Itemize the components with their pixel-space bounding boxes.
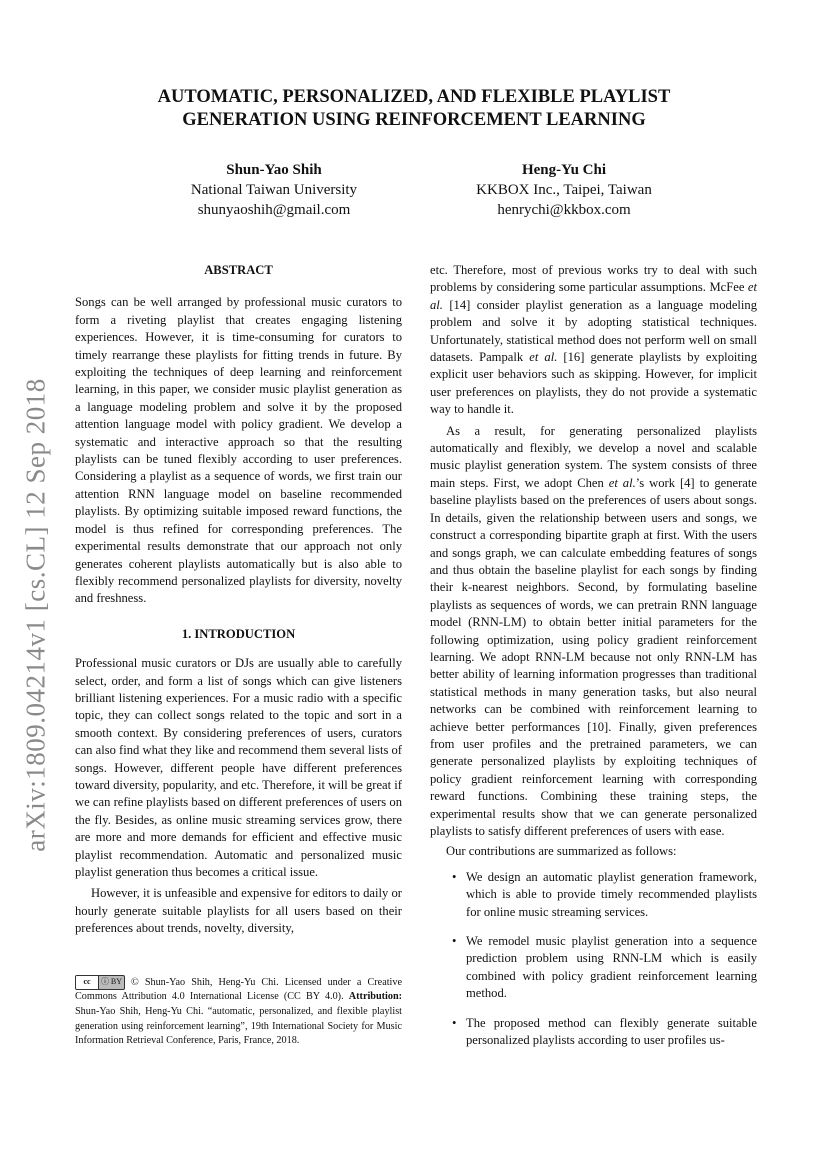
text-run: [14] consider playlist generation as a language modeling problem and solve it by adopting statistical techniques. Unfortunately, statistical method does not perform well on small datasets. Pampalk	[430, 297, 757, 365]
contribution-text: We remodel music playlist generation into a sequence prediction problem using RNN-LM which is easily combined with policy gradient reinforcement learning method.	[466, 934, 757, 1001]
contribution-text: We design an automatic playlist generation framework, which is able to provide timely recommended playlists for online music streaming services.	[466, 869, 757, 919]
author-email: henrychi@kkbox.com	[497, 202, 631, 218]
cc-by-license-icon	[75, 975, 125, 990]
et-al-citation: et al.	[529, 350, 558, 365]
title-line-1: AUTOMATIC, PERSONALIZED, AND FLEXIBLE PLAYLIST	[157, 87, 671, 107]
author-affiliation: KKBOX Inc., Taipei, Taiwan	[476, 182, 652, 198]
intro-paragraph-2-continued	[430, 262, 757, 419]
title-line-2: GENERATION USING REINFORCEMENT LEARNING	[182, 110, 646, 130]
author-email: shunyaoshih@gmail.com	[197, 202, 351, 218]
left-column	[75, 262, 402, 938]
list-item	[430, 933, 757, 1003]
text-run: As a result, for generating personalized playlists automatically and flexibly, we develop a novel and scalable music playlist generation system. The system consists of three main steps. First, we adopt Chen	[430, 423, 757, 490]
introduction-heading: 1. INTRODUCTION	[181, 626, 296, 641]
intro-paragraph-3	[430, 423, 757, 841]
arxiv-identifier: arXiv:1809.04214v1 [cs.CL] 12 Sep 2018	[20, 378, 51, 852]
bullet-icon: •	[452, 934, 457, 949]
contribution-text: The proposed method can flexibly generate suitable personalized playlists according to user profiles us-	[466, 1015, 757, 1048]
cc-badge-right: ⓘ BY	[100, 977, 123, 987]
license-text: © Shun-Yao Shih, Heng-Yu Chi. Licensed under a Creative Commons Attribution 4.0 International License (CC BY 4.0).	[75, 976, 402, 1003]
attribution-label: Attribution:	[348, 991, 402, 1003]
bullet-icon: •	[452, 1015, 457, 1030]
intro-paragraph-1: Professional music curators or DJs are usually able to carefully select, order, and form a list of songs which can give listeners brilliant listening experiences. For a music radio with a specific topic, they can collect songs related to the topic and sort in a smooth context. By considering preferences of users, curators can also find what they like and recommend them several lists of songs. However, different people have different preferences toward diversity, popularity, and etc. Therefore, it will be great if we can refine playlists based on different preferences of users on the fly. Besides, as online music streaming services grow, there are more and more demands for efficient and effective music playlist recommendation. Automatic and personalized music playlist generation thus becomes a critical issue.	[75, 656, 402, 879]
author-block-2	[424, 160, 704, 220]
list-item	[430, 869, 757, 921]
et-al-citation: et al.	[430, 280, 757, 312]
et-al-citation: et al.	[608, 475, 636, 490]
abstract-text: Songs can be well arranged by professional music curators to form a riveting playlist that creates engaging listening experiences. However, it is time-consuming for curators to timely rearrange these playlists for fitting trends in future. By exploiting the techniques of deep learning and reinforcement learning, in this paper, we consider music playlist generation as a language modeling problem and solve it by the proposed attention language model with policy gradient. We develop a systematic and interactive approach so that the resulting playlists can be tuned flexibly according to user preferences. Considering a playlist as a sequence of words, we first train our attention RNN language model on baseline recommended playlists. By optimizing suitable imposed reward functions, the model is thus refined for corresponding preferences. The experimental results demonstrate that our approach not only generates coherent playlists automatically but is also able to flexibly recommend personalized playlists for diversity, novelty and freshness.	[75, 295, 402, 606]
author-affiliation: National Taiwan University	[190, 182, 358, 198]
contributions-list	[430, 869, 757, 1050]
text-run: [16] generate playlists by exploiting explicit user behaviors such as skipping. However, for implicit user preferences on playlists, they do not provide a systematic way to handle it.	[430, 350, 758, 417]
arxiv-sidebar-stamp	[16, 365, 56, 865]
list-item	[430, 1015, 757, 1050]
contributions-lead: Our contributions are summarized as follows:	[446, 844, 677, 859]
paper-title	[100, 86, 728, 132]
author-name: Heng-Yu Chi	[521, 162, 607, 178]
attribution-text: Shun-Yao Shih, Heng-Yu Chi. “automatic, personalized, and flexible playlist generation using reinforcement learning”, 19th International Society for Music Information Retrieval Conference, Paris, France, 2018.	[75, 1006, 402, 1047]
cc-badge-left: cc	[76, 976, 99, 989]
bullet-icon: •	[452, 869, 457, 884]
right-column	[430, 262, 757, 1061]
author-name: Shun-Yao Shih	[226, 162, 322, 178]
license-footnote	[75, 975, 402, 1049]
text-run: ’s work [4] to generate baseline playlists based on the preferences of users about songs. In details, given the relationship between users and songs, we construct a corresponding bipartite graph at first. With the users and songs graph, we can calculate embedding features of songs and thus obtain the baseline playlist for each songs by finding their k-nearest neighbors. Second, by formulating baseline playlists as sequences of words, we can pretrain RNN language model (RNN-LM) to obtain better initial parameters for the following optimization, using policy gradient reinforcement learning. We adopt RNN-LM because not only RNN-LM has better ability of learning information progresses than traditional statistical methods in many generation tasks, but also neural networks can be combined with reinforcement learning to achieve better performances [10]. Finally, given preferences from user profiles and the pretrained parameters, we can generate personalized playlists by exploiting techniques of policy gradient reinforcement learning with corresponding reward functions. Combining these training steps, the experimental results show that we can generate personalized playlists to satisfy different preferences of users with ease.	[430, 475, 757, 838]
intro-paragraph-2: However, it is unfeasible and expensive for editors to daily or hourly generate suitable playlists for all users based on their preferences about trends, novelty, diversity,	[75, 886, 402, 936]
abstract-heading: ABSTRACT	[204, 263, 273, 277]
author-block-1	[134, 160, 414, 220]
text-run: etc. Therefore, most of previous works try to deal with such problems by considering some particular assumptions. McFee	[430, 263, 757, 295]
